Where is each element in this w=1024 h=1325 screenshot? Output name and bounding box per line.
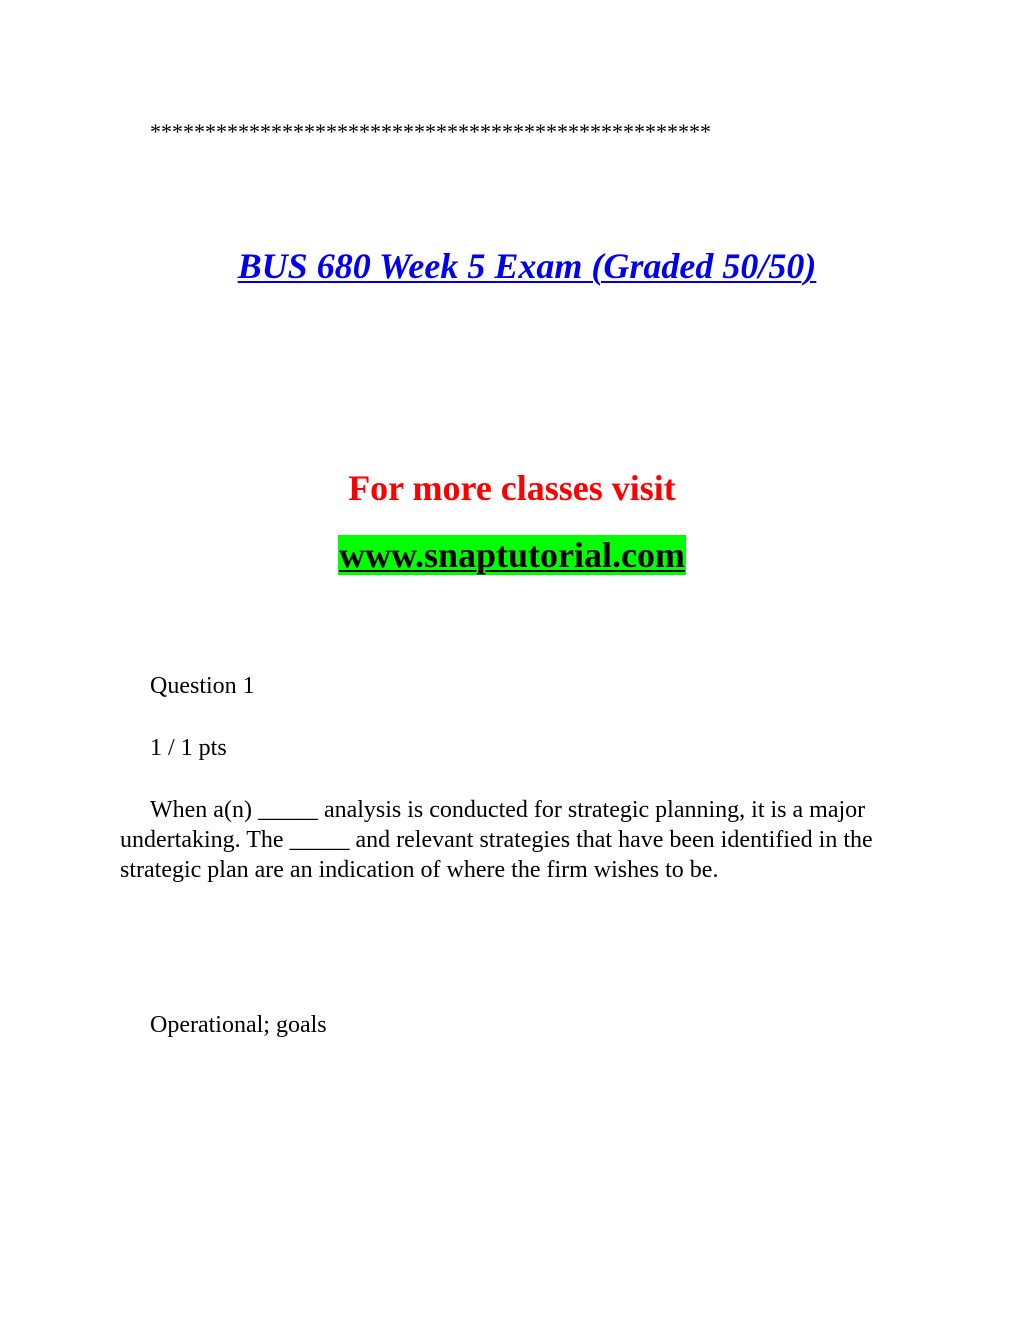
question-points: 1 / 1 pts: [150, 735, 227, 761]
question-answer: Operational; goals: [150, 1012, 327, 1038]
site-link[interactable]: www.snaptutorial.com: [338, 535, 685, 575]
promo-text: For more classes visit: [348, 468, 676, 508]
separator-line: ***************************************************: [150, 119, 711, 144]
question-label: Question 1: [150, 673, 255, 699]
site-link-wrapper: [0, 533, 1024, 577]
title-link[interactable]: BUS 680 Week 5 Exam (Graded 50/50): [237, 246, 817, 286]
question-text: When a(n) _____ analysis is conducted for strategic planning, it is a major undertaking. The _____ and relevant strategies that have been identified in the strategic plan are an indication of where the firm wishes to be.: [120, 797, 873, 883]
page-title: [0, 244, 1024, 288]
